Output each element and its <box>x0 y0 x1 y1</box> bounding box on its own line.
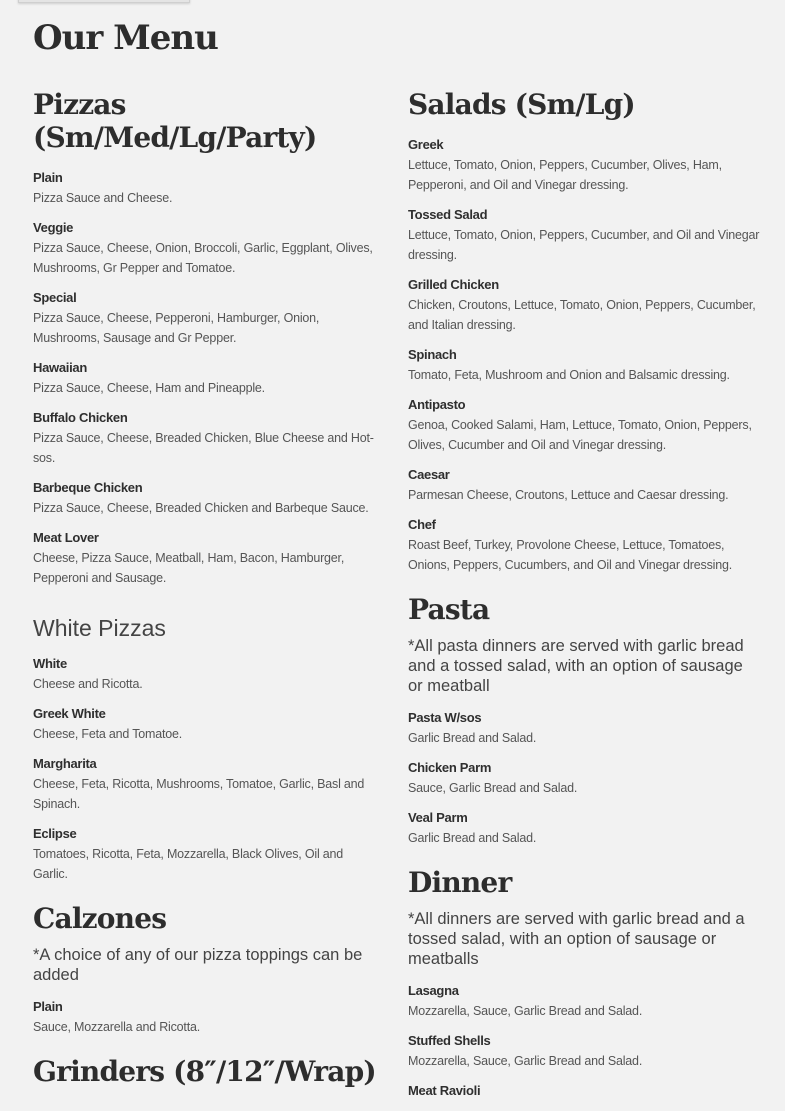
menu-item-name: Chef <box>408 517 436 532</box>
menu-item <box>408 808 760 848</box>
menu-column-right <box>408 88 760 1111</box>
section-title: Pasta <box>408 593 490 626</box>
menu-item-description: Cheese, Pizza Sauce, Meatball, Ham, Bacon, Hamburger, Pepperoni and Sausage. <box>33 551 345 585</box>
menu-item-description: Parmesan Cheese, Croutons, Lettuce and Caesar dressing. <box>408 488 729 502</box>
menu-item-name: Barbeque Chicken <box>33 480 143 495</box>
menu-item <box>408 275 760 335</box>
menu-item <box>33 408 378 468</box>
section-white-pizzas <box>33 614 378 884</box>
item-list <box>33 997 378 1037</box>
menu-item-description: Sauce, Garlic Bread and Salad. <box>408 781 578 795</box>
menu-item <box>408 1081 760 1101</box>
section-pizzas <box>33 88 378 588</box>
menu-item-description: Pizza Sauce, Cheese, Breaded Chicken, Blue Cheese and Hot-sos. <box>33 431 374 465</box>
menu-item-description: Tomato, Feta, Mushroom and Onion and Balsamic dressing. <box>408 368 730 382</box>
menu-item-name: Grilled Chicken <box>408 277 499 292</box>
menu-item-description: Garlic Bread and Salad. <box>408 831 537 845</box>
menu-item-description: Chicken, Croutons, Lettuce, Tomato, Onion, Peppers, Cucumber, and Italian dressing. <box>408 298 756 332</box>
menu-item-name: Meat Lover <box>33 530 99 545</box>
item-list <box>408 981 760 1101</box>
menu-item-description: Pizza Sauce, Cheese, Onion, Broccoli, Garlic, Eggplant, Olives, Mushrooms, Gr Pepper and Tomatoe. <box>33 241 373 275</box>
menu-item-name: Caesar <box>408 467 450 482</box>
menu-item-name: Margharita <box>33 756 97 771</box>
section-note: *A choice of any of our pizza toppings can be added <box>33 946 363 984</box>
menu-item-name: Antipasto <box>408 397 466 412</box>
menu-item-name: Special <box>33 290 77 305</box>
item-list <box>33 168 378 588</box>
menu-item-name: Greek <box>408 137 444 152</box>
menu-item-name: Plain <box>33 170 63 185</box>
menu-item <box>408 758 760 798</box>
section-title: Dinner <box>408 866 512 899</box>
menu-item-description: Sauce, Mozzarella and Ricotta. <box>33 1020 201 1034</box>
menu-item <box>408 205 760 265</box>
menu-item-name: Greek White <box>33 706 106 721</box>
menu-item-description: Pizza Sauce, Cheese, Ham and Pineapple. <box>33 381 265 395</box>
menu-item <box>408 395 760 455</box>
menu-item-description: Lettuce, Tomato, Onion, Peppers, Cucumber, and Oil and Vinegar dressing. <box>408 228 760 262</box>
menu-item-description: Tomatoes, Ricotta, Feta, Mozzarella, Black Olives, Oil and Garlic. <box>33 847 344 881</box>
menu-item <box>33 754 378 814</box>
section-note: *All dinners are served with garlic bread and a tossed salad, with an option of sausage or meatballs <box>408 910 745 968</box>
menu-item-name: Veal Parm <box>408 810 468 825</box>
menu-column-left <box>33 88 378 1102</box>
menu-item <box>33 654 378 694</box>
menu-item-description: Pizza Sauce, Cheese, Breaded Chicken and Barbeque Sauce. <box>33 501 369 515</box>
menu-item-description: Mozzarella, Sauce, Garlic Bread and Salad. <box>408 1054 643 1068</box>
menu-item-description: Cheese and Ricotta. <box>33 677 143 691</box>
menu-item-description: Mozzarella, Sauce, Garlic Bread and Salad. <box>408 1004 643 1018</box>
section-grinders <box>33 1055 378 1088</box>
page-title: Our Menu <box>33 18 218 58</box>
menu-item-name: Spinach <box>408 347 457 362</box>
menu-item-description: Pizza Sauce, Cheese, Pepperoni, Hamburger, Onion, Mushrooms, Sausage and Gr Pepper. <box>33 311 320 345</box>
section-title: Pizzas (Sm/Med/Lg/Party) <box>33 88 317 154</box>
menu-item <box>33 288 378 348</box>
menu-item-name: Veggie <box>33 220 74 235</box>
menu-item-description: Pizza Sauce and Cheese. <box>33 191 173 205</box>
menu-item-name: Meat Ravioli <box>408 1083 481 1098</box>
menu-item <box>408 135 760 195</box>
menu-item-description: Genoa, Cooked Salami, Ham, Lettuce, Tomato, Onion, Peppers, Olives, Cucumber and Oil and Vinegar dressing. <box>408 418 752 452</box>
menu-item <box>408 981 760 1021</box>
menu-item-name: Stuffed Shells <box>408 1033 491 1048</box>
menu-item-name: Chicken Parm <box>408 760 492 775</box>
menu-item-name: White <box>33 656 67 671</box>
menu-item <box>33 997 378 1037</box>
section-title: Calzones <box>33 902 167 935</box>
item-list <box>408 708 760 848</box>
menu-item-description: Lettuce, Tomato, Onion, Peppers, Cucumber, Olives, Ham, Pepperoni, and Oil and Vinegar dressing. <box>408 158 722 192</box>
menu-item-name: Buffalo Chicken <box>33 410 128 425</box>
menu-item-description: Cheese, Feta, Ricotta, Mushrooms, Tomatoe, Garlic, Basl and Spinach. <box>33 777 365 811</box>
section-title: Grinders (8″/12″/Wrap) <box>33 1055 376 1088</box>
section-title: Salads (Sm/Lg) <box>408 88 635 121</box>
menu-item <box>408 345 760 385</box>
menu-item <box>33 704 378 744</box>
item-list <box>33 654 378 884</box>
section-title: White Pizzas <box>33 615 166 641</box>
menu-item-description: Cheese, Feta and Tomatoe. <box>33 727 183 741</box>
menu-item-name: Tossed Salad <box>408 207 488 222</box>
section-calzones <box>33 902 378 1037</box>
menu-item <box>33 824 378 884</box>
menu-item <box>408 515 760 575</box>
menu-item <box>33 218 378 278</box>
section-dinner <box>408 866 760 1101</box>
menu-item-name: Pasta W/sos <box>408 710 482 725</box>
menu-item-description: Roast Beef, Turkey, Provolone Cheese, Lettuce, Tomatoes, Onions, Peppers, Cucumbers, and Oil and Vinegar dressing. <box>408 538 732 572</box>
section-pasta <box>408 593 760 848</box>
menu-item <box>33 528 378 588</box>
menu-item-name: Eclipse <box>33 826 77 841</box>
menu-item <box>33 478 378 518</box>
menu-item-name: Hawaiian <box>33 360 87 375</box>
menu-item <box>33 168 378 208</box>
item-list <box>408 135 760 575</box>
section-salads <box>408 88 760 575</box>
menu-item <box>408 708 760 748</box>
menu-item-name: Plain <box>33 999 63 1014</box>
menu-item-name: Lasagna <box>408 983 459 998</box>
top-tab[interactable] <box>18 0 190 3</box>
menu-item <box>408 465 760 505</box>
menu-item <box>33 358 378 398</box>
menu-item <box>408 1031 760 1071</box>
section-note: *All pasta dinners are served with garlic bread and a tossed salad, with an option of sausage or meatball <box>408 637 744 695</box>
menu-item-description: Garlic Bread and Salad. <box>408 731 537 745</box>
